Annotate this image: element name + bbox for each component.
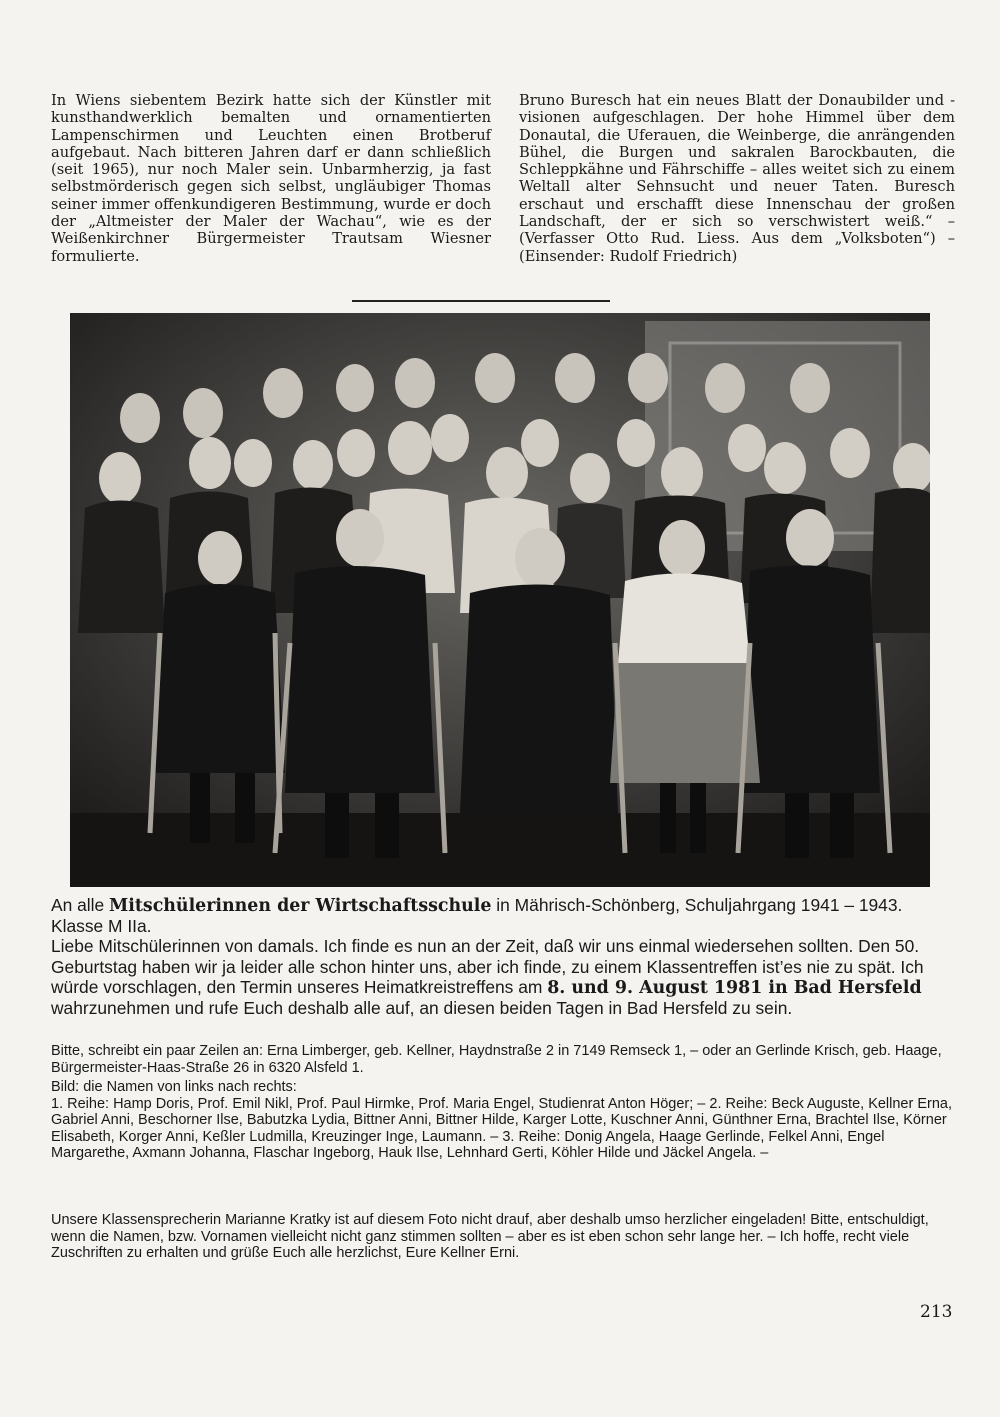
caption-intro-rest: in Mährisch-Schönberg, Schuljahrgang 1941 – 1943. Klasse M IIa. xyxy=(51,895,903,937)
caption-school-name: Mitschülerinnen der Wirtschaftsschule xyxy=(109,896,492,916)
separator-rule xyxy=(352,300,610,302)
group-photo-icon xyxy=(70,313,930,887)
caption-meeting-date: 8. und 9. August 1981 in Bad Hersfeld xyxy=(547,977,922,998)
caption-body-rest: wahrzunehmen und rufe Euch deshalb alle auf, an diesen beiden Tagen in Bad Hersfeld zu sein. xyxy=(51,998,793,1019)
contact-paragraph: Bitte, schreibt ein paar Zeilen an: Erna Limberger, geb. Kellner, Haydnstraße 2 in 7149 Remseck 1, – oder an Gerlinde Krisch, geb. Haage, Bürgermeister-Haas-Straße 26 in 6320 Alsfeld 1. xyxy=(51,1043,942,1076)
page-number: 213 xyxy=(920,1302,953,1322)
class-group-photo xyxy=(70,313,930,887)
closing-paragraph: Unsere Klassensprecherin Marianne Kratky ist auf diesem Foto nicht drauf, aber deshalb umso herzlicher eingeladen! Bitte, entschuldigt, wenn die Namen, bzw. Vornamen vielleicht nicht ganz stimmen sollten – aber es ist eben schon sehr lange her. – Ich hoffe, recht viele Zuschriften zu erhalten und grüße Euch alle herzlichst, Eure Kellner Erni. xyxy=(51,1212,929,1262)
caption-intro: An alle xyxy=(51,895,110,915)
article-column-right: Bruno Buresch hat ein neues Blatt der Donaubilder und -visionen aufgeschlagen. Der hohe Himmel über dem Donautal, die Uferauen, die Weinberge, die anrängenden Bühel, die Burgen und sakralen Barockbauten, die Schleppkähne und Fährschiffe – alles weitet sich zu einem Weltall alter Sehnsucht und neuer Taten. Buresch erschaut und erschafft diese Innenschau der großen Landschaft, der er sich so verschwistert weiß.“ – (Verfasser Otto Rud. Liess. Aus dem „Volksboten“) – (Einsender: Rudolf Friedrich) xyxy=(519,92,955,265)
caption-body: Liebe Mitschülerinnen von damals. Ich finde es nun an der Zeit, daß wir uns einmal wiedersehen sollten. Den 50. Geburtstag haben wir ja leider alle schon hinter uns, aber ich finde, zu einem Klassentreffen ist’es nie zu spät. Ich würde vorschlagen, den Termin unseres Heimatkreistreffens am xyxy=(51,936,924,997)
article-column-left: In Wiens siebentem Bezirk hatte sich der Künstler mit kunsthandwerklich bemalten und ornamentierten Lampenschirmen und Leuchten einen Brotberuf aufgebaut. Nach bitteren Jahren darf er dann schließlich (seit 1965), nur noch Maler sein. Unbarmherzig, ja fast selbstmörderisch gegen sich selbst, ungläubiger Thomas seiner immer offenkundigeren Bestimmung, wurde er doch der „Altmeister der Maler der Wachau“, wie es der Weißenkirchner Bürgermeister Trautsam Wiesner formulierte. xyxy=(51,92,491,265)
names-paragraph: Bild: die Namen von links nach rechts: 1. Reihe: Hamp Doris, Prof. Emil Nikl, Prof. Paul Hirmke, Prof. Maria Engel, Studienrat Anton Höger; – 2. Reihe: Beck Auguste, Kellner Erna, Gabriel Anni, Beschorner Ilse, Babutzka Lydia, Bittner Anni, Bittner Hilde, Karger Lotte, Kuschner Anni, Günthner Erna, Brachtel Ilse, Körner Elisabeth, Korger Anni, Keßler Ludmilla, Kreuzinger Inge, Laumann. – 3. Reihe: Donig Angela, Haage Gerlinde, Felkel Anni, Engel Margarethe, Axmann Johanna, Flaschar Ingeborg, Hauk Ilse, Lehnhard Gerti, Köhler Hilde und Jäckel Angela. – xyxy=(51,1079,953,1162)
announcement-caption xyxy=(51,895,955,1018)
